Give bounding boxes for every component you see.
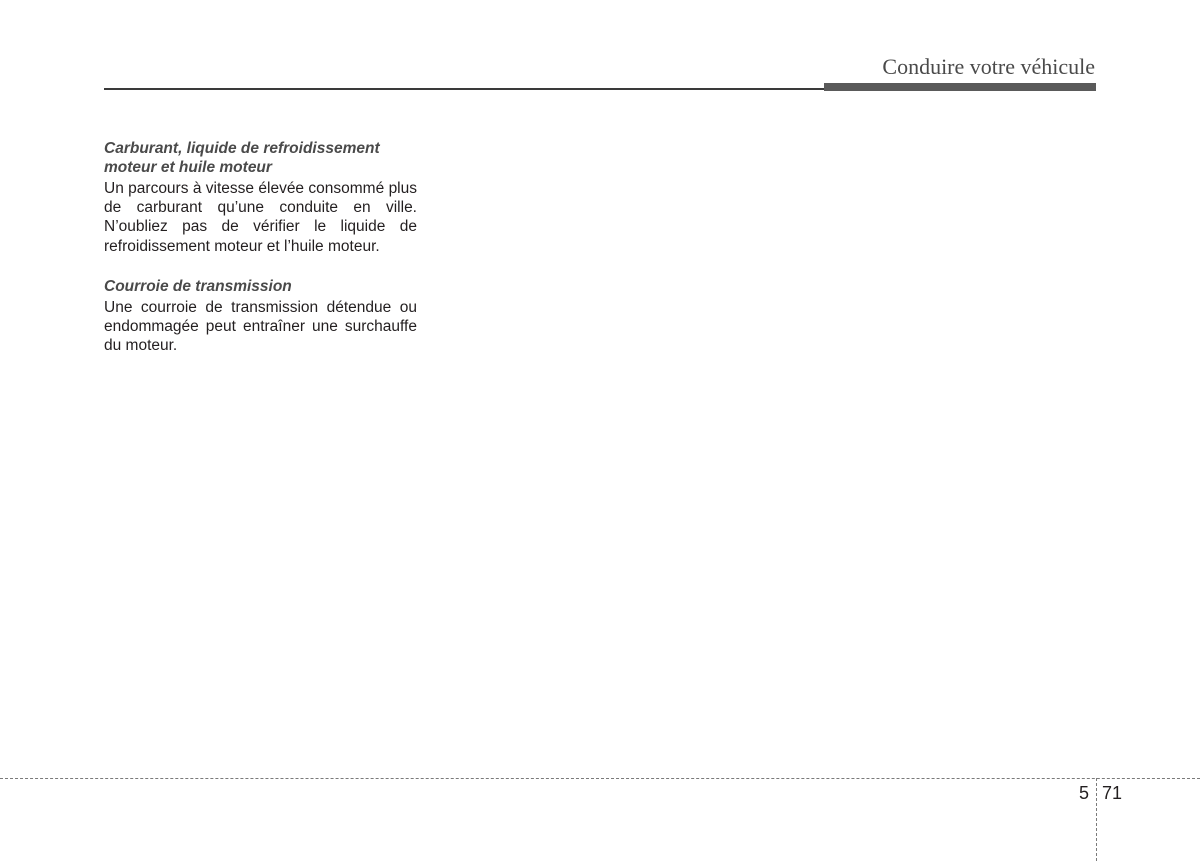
footer-dashed-rule (0, 778, 1200, 779)
section-heading: Carburant, liquide de refroidissement moteur et huile moteur (104, 140, 380, 176)
footer-dashed-divider (1096, 778, 1097, 861)
page-number: 71 (1102, 783, 1123, 803)
section-body: Un parcours à vitesse élevée consommé plus de carburant qu’une conduite en ville. N’oubliez pas de vérifier le liquide de refroidissement moteur et l’huile moteur. (104, 180, 417, 255)
header-rule-accent (824, 83, 1096, 91)
header-rule (104, 88, 826, 90)
section-fuel-coolant-oil (104, 139, 417, 256)
section-heading: Courroie de transmission (104, 277, 292, 295)
chapter-number: 5 (1079, 783, 1090, 803)
section-drive-belt (104, 277, 417, 356)
running-header-title: Conduire votre véhicule (882, 54, 1095, 79)
main-column (104, 139, 417, 355)
section-body: Une courroie de transmission détendue ou endommagée peut entraîner une surchauffe du moteur. (104, 298, 417, 355)
